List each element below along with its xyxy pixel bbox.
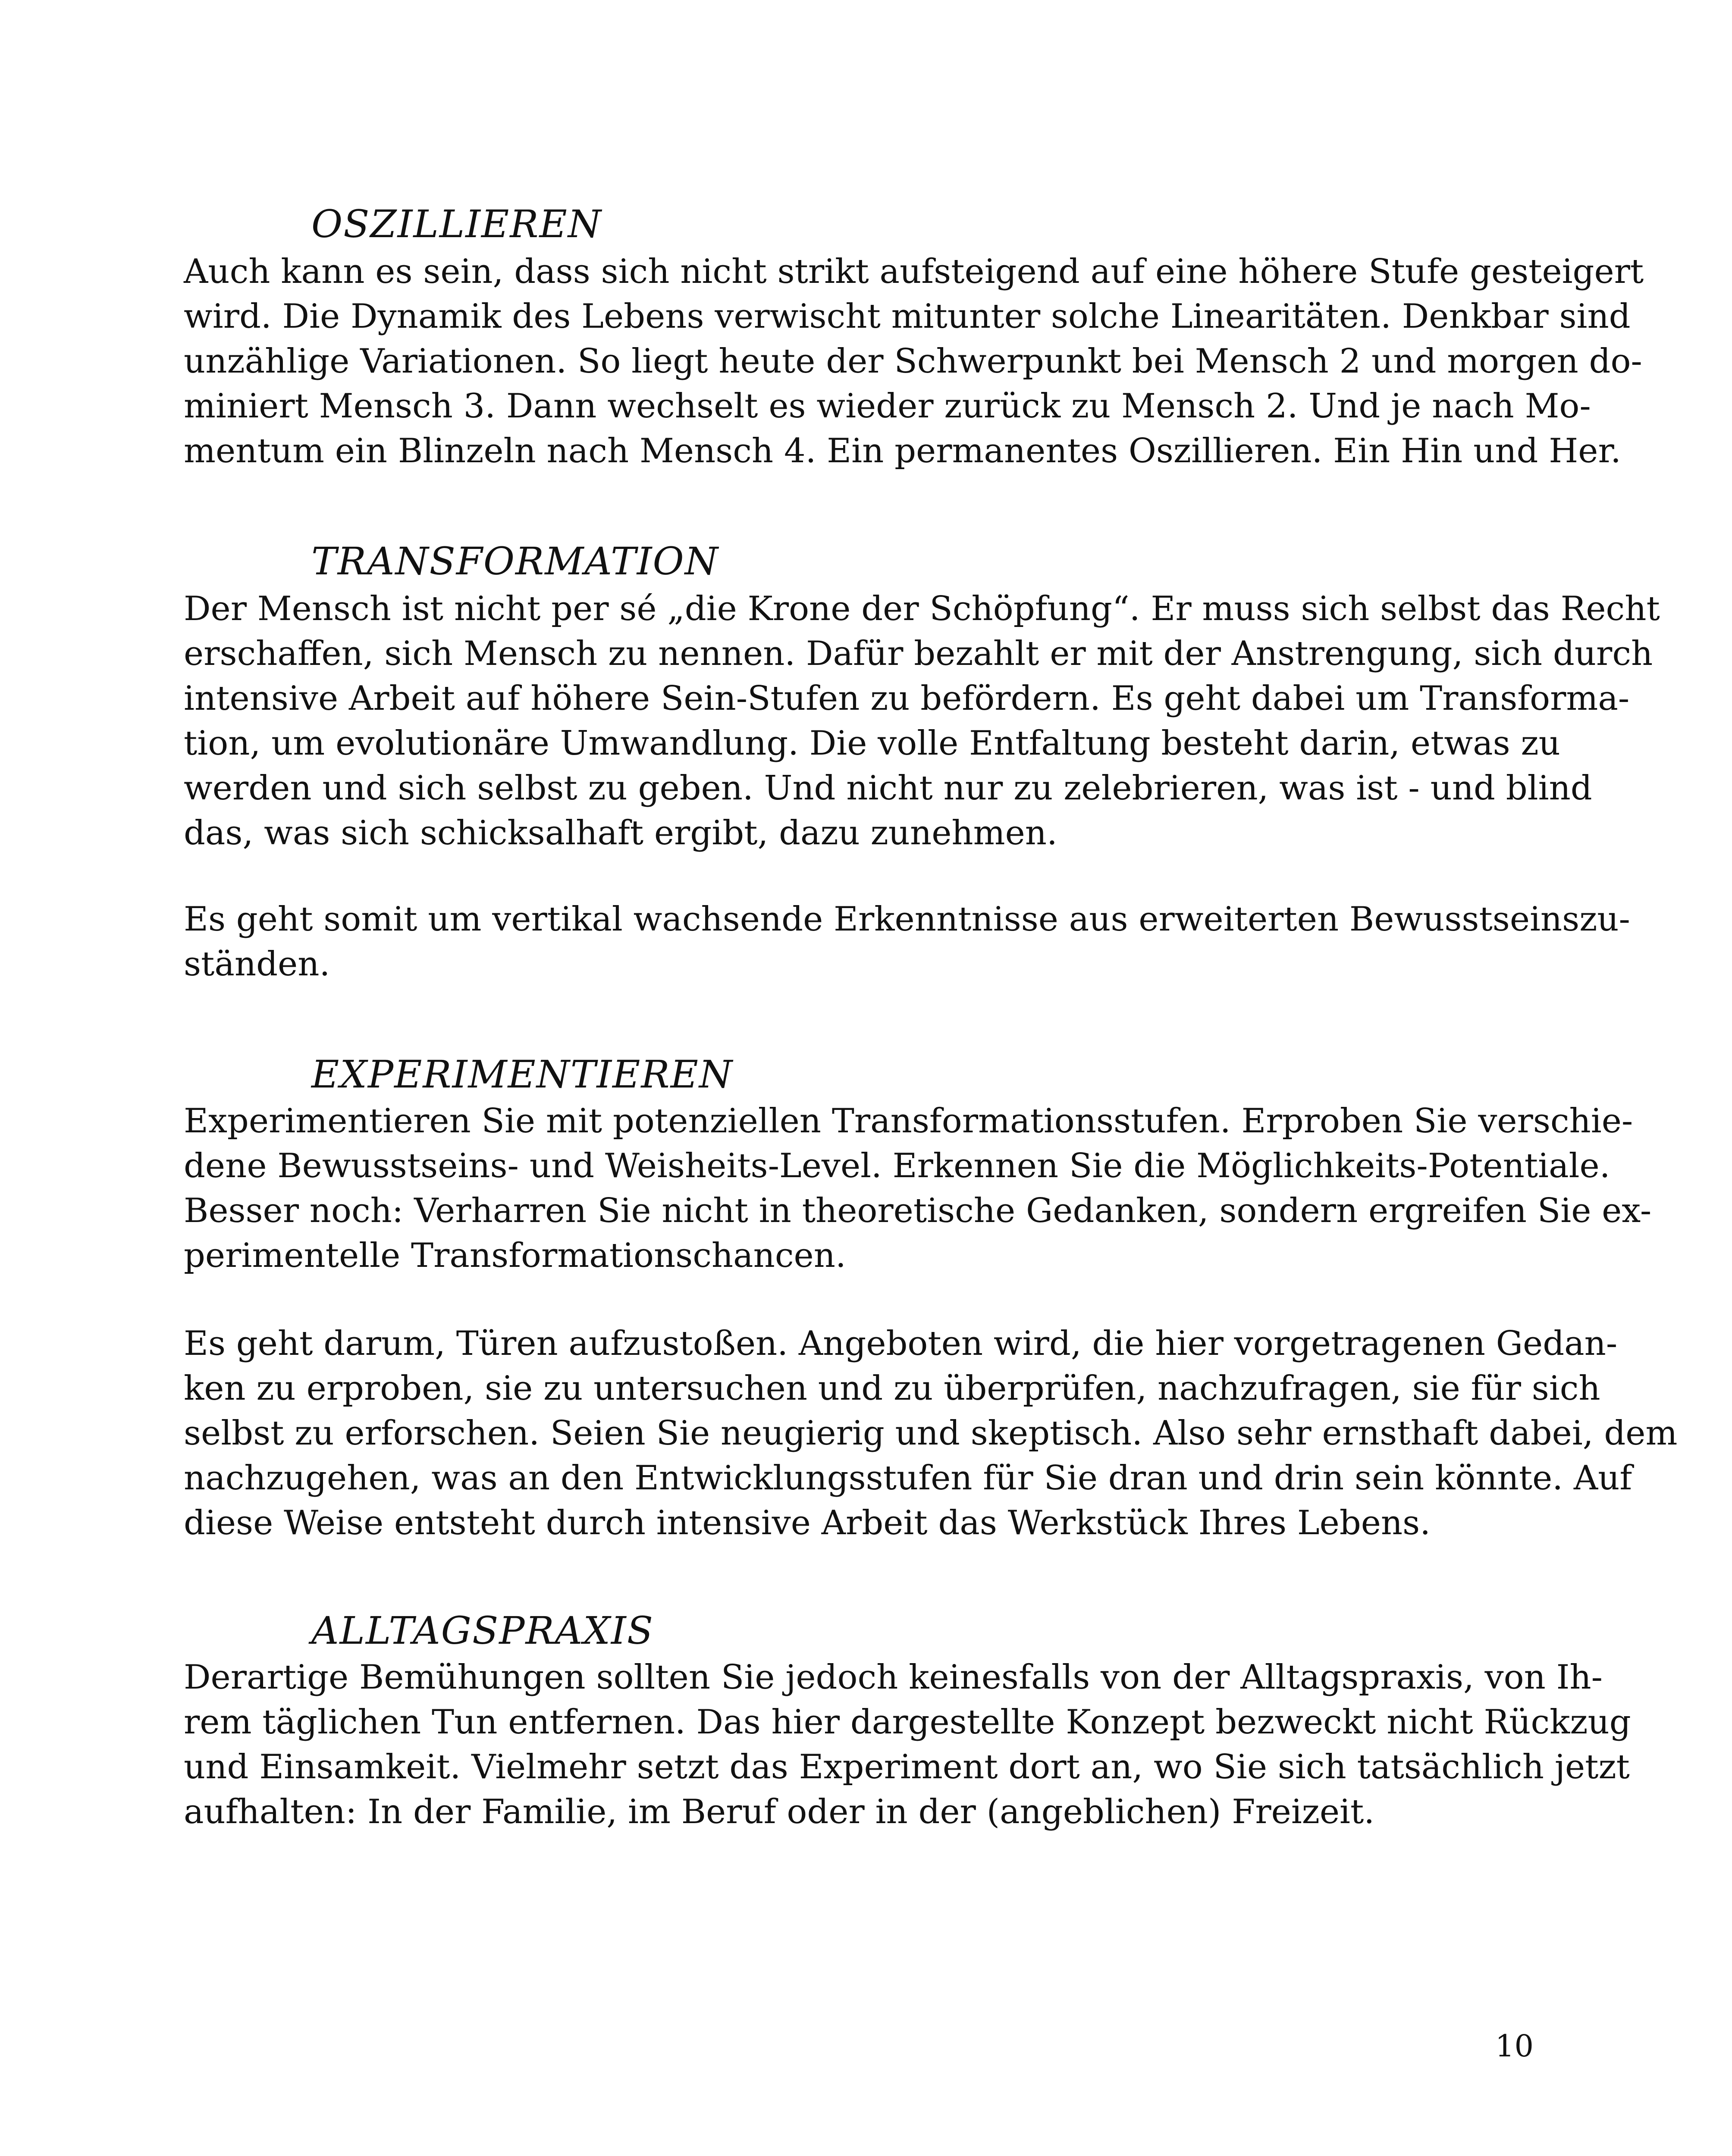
text-line: diese Weise entsteht durch intensive Arbeit das Werkstück Ihres Lebens. [184, 1504, 1431, 1542]
text-line: ständen. [184, 945, 330, 984]
text-line: ken zu erproben, sie zu untersuchen und zu überprüfen, nachzufragen, sie für sich [184, 1369, 1600, 1408]
text-line: Es geht darum, Türen aufzustoßen. Angeboten wird, die hier vorgetragenen Gedan- [184, 1324, 1618, 1363]
text-line: perimentelle Transformationschancen. [184, 1236, 846, 1275]
section-heading-transformation: TRANSFORMATION [311, 539, 719, 583]
section-heading-oszillieren: OSZILLIEREN [311, 202, 602, 246]
paragraph-oszillieren [184, 249, 1644, 473]
text-line: wird. Die Dynamik des Lebens verwischt mitunter solche Linearitäten. Denkbar sind [184, 297, 1631, 336]
section-heading-alltagspraxis: ALLTAGSPRAXIS [311, 1608, 654, 1653]
text-line: nachzugehen, was an den Entwicklungsstufen für Sie dran und drin sein könnte. Auf [184, 1459, 1632, 1498]
paragraph-experimentieren-1 [184, 1099, 1652, 1278]
text-line: das, was sich schicksalhaft ergibt, dazu zunehmen. [184, 814, 1057, 852]
text-line: aufhalten: In der Familie, im Beruf oder in der (angeblichen) Freizeit. [184, 1792, 1375, 1831]
page-number: 10 [1495, 2028, 1534, 2064]
text-line: unzählige Variationen. So liegt heute der Schwerpunkt bei Mensch 2 und morgen do- [184, 342, 1642, 381]
text-line: erschaffen, sich Mensch zu nennen. Dafür bezahlt er mit der Anstrengung, sich durch [184, 634, 1653, 673]
section-heading-experimentieren: EXPERIMENTIEREN [311, 1052, 733, 1097]
text-line: tion, um evolutionäre Umwandlung. Die volle Entfaltung besteht darin, etwas zu [184, 724, 1560, 763]
text-line: Derartige Bemühungen sollten Sie jedoch keinesfalls von der Alltagspraxis, von Ih- [184, 1658, 1603, 1697]
text-line: rem täglichen Tun entfernen. Das hier dargestellte Konzept bezweckt nicht Rückzug [184, 1703, 1631, 1742]
paragraph-alltagspraxis [184, 1655, 1631, 1834]
text-line: Experimentieren Sie mit potenziellen Transformationsstufen. Erproben Sie verschie- [184, 1102, 1633, 1141]
paragraph-transformation-1 [184, 586, 1660, 856]
text-line: mentum ein Blinzeln nach Mensch 4. Ein permanentes Oszillieren. Ein Hin und Her. [184, 432, 1621, 470]
text-line: miniert Mensch 3. Dann wechselt es wieder zurück zu Mensch 2. Und je nach Mo- [184, 387, 1591, 426]
text-line: Es geht somit um vertikal wachsende Erkenntnisse aus erweiterten Bewusstseinszu- [184, 900, 1630, 939]
text-line: Der Mensch ist nicht per sé „die Krone der Schöpfung“. Er muss sich selbst das Recht [184, 589, 1660, 628]
text-line: intensive Arbeit auf höhere Sein-Stufen zu befördern. Es geht dabei um Transforma- [184, 679, 1630, 718]
text-line: selbst zu erforschen. Seien Sie neugierig und skeptisch. Also sehr ernsthaft dabei, dem [184, 1414, 1678, 1453]
text-line: und Einsamkeit. Vielmehr setzt das Experiment dort an, wo Sie sich tatsächlich jetzt [184, 1748, 1630, 1786]
paragraph-experimentieren-2 [184, 1321, 1678, 1545]
text-line: Besser noch: Verharren Sie nicht in theoretische Gedanken, sondern ergreifen Sie ex- [184, 1191, 1652, 1230]
text-line: Auch kann es sein, dass sich nicht strikt aufsteigend auf eine höhere Stufe gesteigert [184, 252, 1644, 291]
paragraph-transformation-2 [184, 897, 1630, 987]
text-line: dene Bewusstseins- und Weisheits-Level. Erkennen Sie die Möglichkeits-Potentiale. [184, 1147, 1610, 1185]
text-line: werden und sich selbst zu geben. Und nicht nur zu zelebrieren, was ist - und blind [184, 769, 1592, 808]
